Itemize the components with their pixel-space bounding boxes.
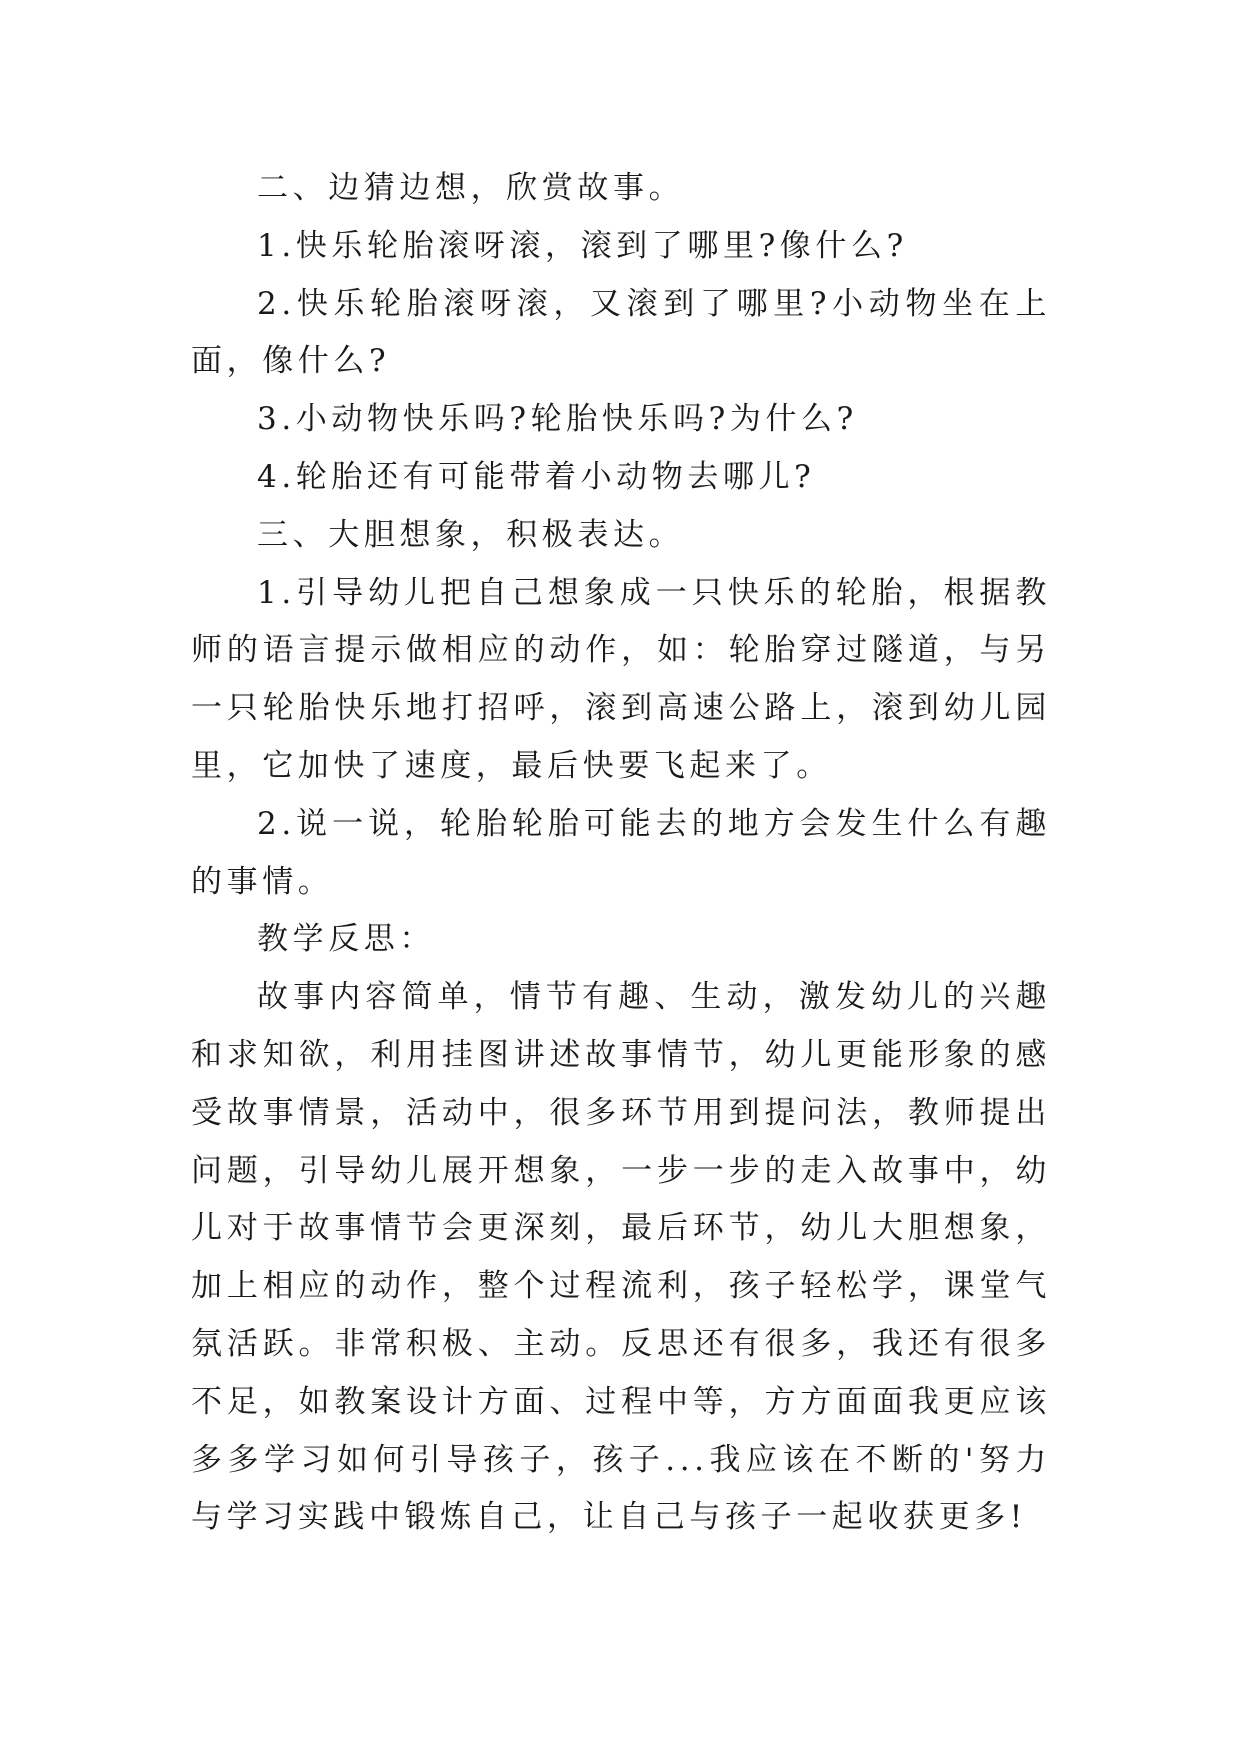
question-4: 4.轮胎还有可能带着小动物去哪儿? [257, 458, 816, 495]
section-heading-2: 二、边猜边想，欣赏故事。 [257, 170, 685, 206]
section-heading-3: 三、大胆想象，积极表达。 [257, 516, 685, 553]
question-2: 2.快乐轮胎滚呀滚，又滚到了哪里?小动物坐在上面，像什么? [191, 285, 1051, 380]
reflection-heading: 教学反思： [257, 921, 435, 958]
question-3: 3.小动物快乐吗?轮胎快乐吗?为什么? [257, 401, 858, 438]
document-body [191, 160, 1051, 1547]
question-1: 1.快乐轮胎滚呀滚，滚到了哪里?像什么? [257, 227, 908, 264]
reflection-body: 故事内容简单，情节有趣、生动，激发幼儿的兴趣和求知欲，利用挂图讲述故事情节，幼儿更能形象的感受故事情景，活动中，很多环节用到提问法，教师提出问题，引导幼儿展开想象，一步一步的走入故事中，幼儿对于故事情节会更深刻，最后环节，幼儿大胆想象，加上相应的动作，整个过程流利，孩子轻松学，课堂气氛活跃。非常积极、主动。反思还有很多，我还有很多不足，如教案设计方面、过程中等，方方面面我更应该多多学习如何引导孩子，孩子...我应该在不断的'努力与学习实践中锻炼自己，让自己与孩子一起收获更多! [191, 979, 1051, 1536]
activity-1: 1.引导幼儿把自己想象成一只快乐的轮胎，根据教师的语言提示做相应的动作，如：轮胎穿过隧道，与另一只轮胎快乐地打招呼，滚到高速公路上，滚到幼儿园里，它加快了速度，最后快要飞起来了。 [191, 574, 1051, 784]
activity-2: 2.说一说，轮胎轮胎可能去的地方会发生什么有趣的事情。 [191, 805, 1051, 900]
